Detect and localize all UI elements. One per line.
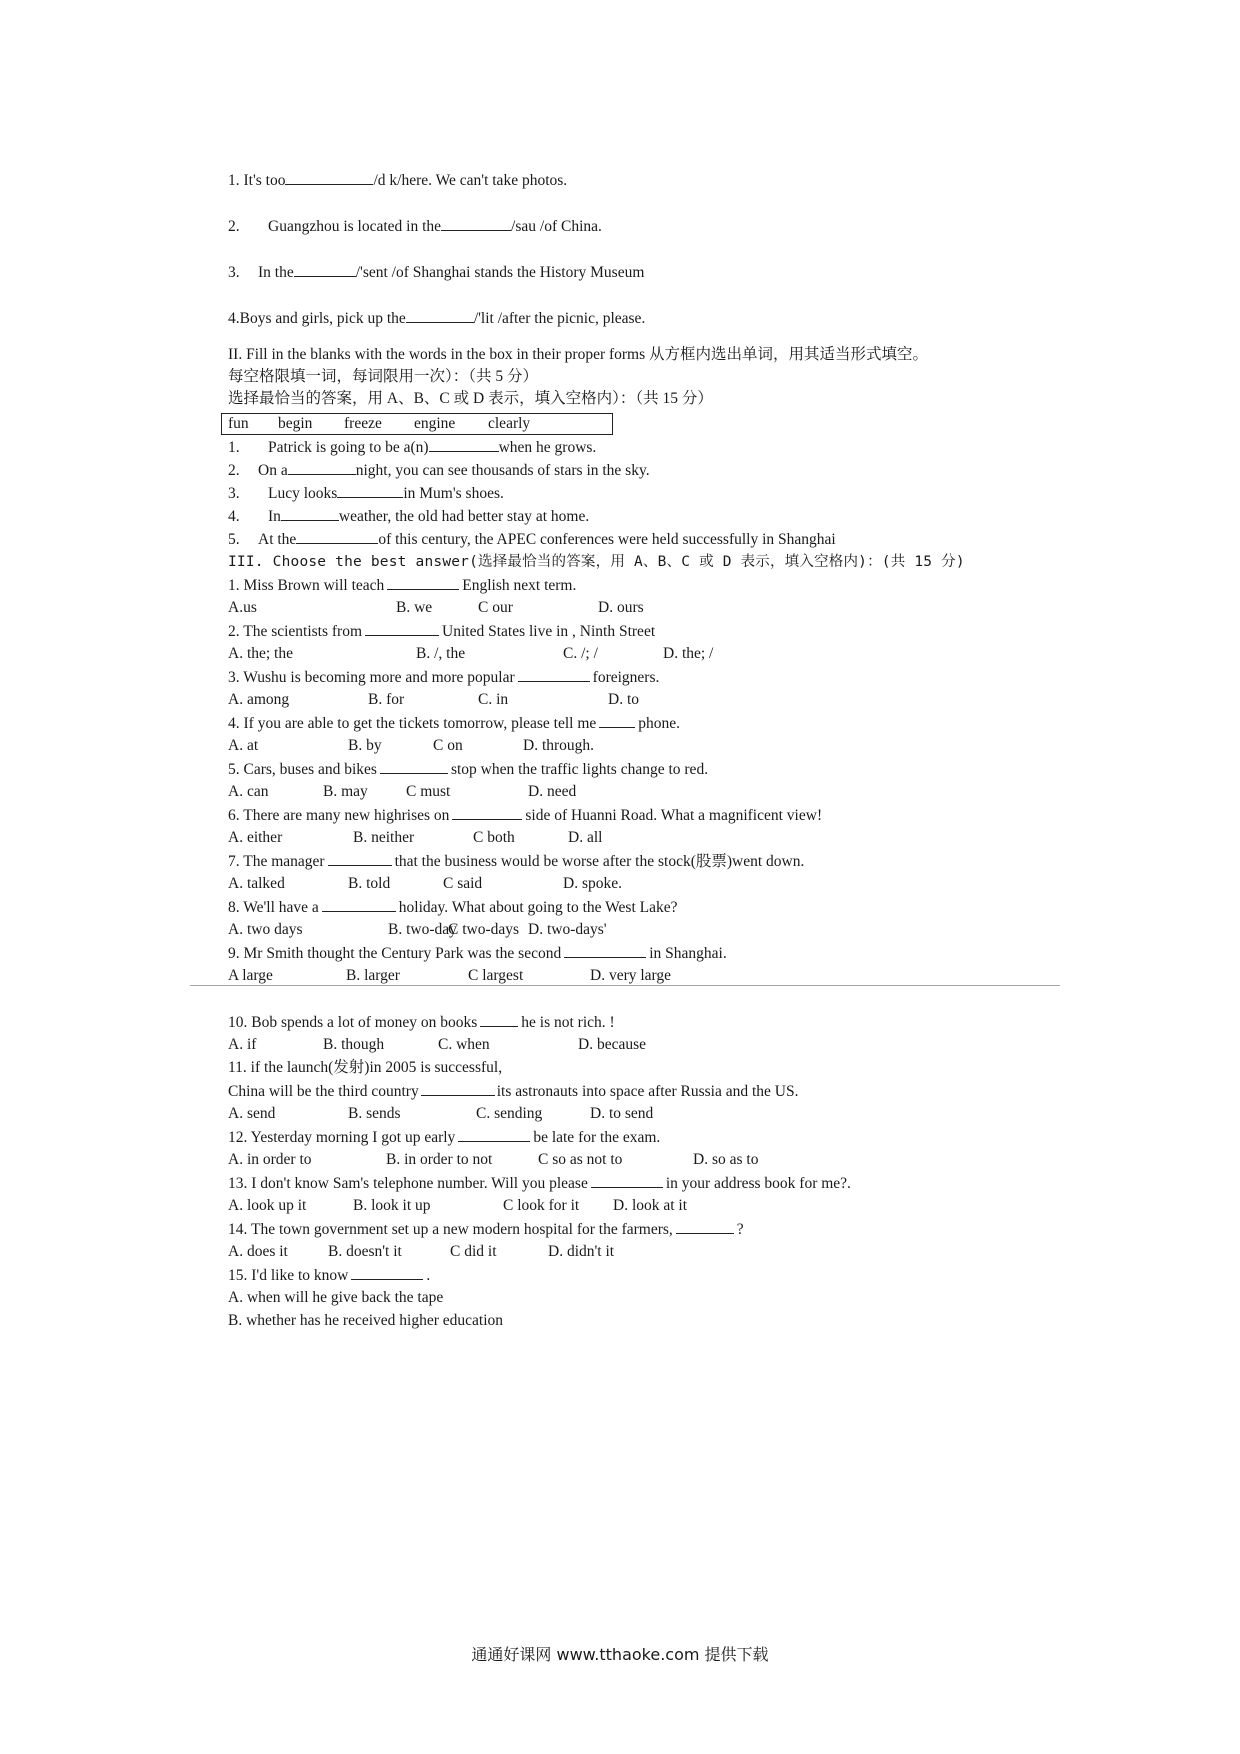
option-A[interactable]: A large <box>228 967 273 984</box>
option-B[interactable]: B. look it up <box>353 1197 431 1214</box>
question-11 <box>228 1058 502 1078</box>
s2-text: On a <box>258 462 288 479</box>
option-B[interactable]: B. by <box>348 737 382 754</box>
answer-blank[interactable] <box>281 506 339 521</box>
option-C[interactable]: C largest <box>468 967 524 984</box>
option-A[interactable]: A. talked <box>228 875 285 892</box>
s1-text: of China. <box>544 218 602 235</box>
s1-text: Boys and girls, pick up the <box>239 310 406 327</box>
question-6 <box>228 805 822 826</box>
option-B[interactable]: B. in order to not <box>386 1151 493 1168</box>
s1-phonetic: /'lit / <box>473 310 503 327</box>
s2-text: of this century, the APEC conferences were held successfully in Shanghai <box>378 531 836 548</box>
s1-text: Guangzhou is located in the <box>268 218 442 235</box>
question-text: in your address book for me?. <box>665 1175 851 1192</box>
s2-text: when he grows. <box>498 439 597 456</box>
question-9 <box>228 943 727 964</box>
answer-blank[interactable] <box>458 1127 530 1142</box>
question-text: China will be the third country <box>228 1083 419 1100</box>
option-A[interactable]: A. among <box>228 691 290 708</box>
option-D[interactable]: D. all <box>568 829 603 846</box>
option-D[interactable]: D. to <box>608 691 639 708</box>
option-A[interactable]: A. send <box>228 1105 276 1122</box>
question-text: foreigners. <box>592 669 660 686</box>
s3-heading: III. Choose the best answer(选择最恰当的答案，用 A、B、C 或 D 表示，填入空格内)：(共 15 分) <box>228 554 965 570</box>
question-text: 10. Bob spends a lot of money on books <box>228 1014 478 1031</box>
s2-subheading-2: 选择最恰当的答案，用 A、B、C 或 D 表示，填入空格内）：（共 15 分） <box>228 390 713 407</box>
question-text: he is not rich. ! <box>521 1014 615 1031</box>
question-text: 8. We'll have a <box>228 899 319 916</box>
option-C[interactable]: C so as not to <box>538 1151 623 1168</box>
option-D[interactable]: D. the; / <box>663 645 714 662</box>
question-text: United States live in , Ninth Street <box>442 623 656 640</box>
option-C[interactable]: C both <box>473 829 515 846</box>
question-text: 1. Miss Brown will teach <box>228 577 385 594</box>
option-B[interactable]: B. doesn't it <box>328 1243 402 1260</box>
s2-text: Lucy looks <box>268 485 338 502</box>
option-A[interactable]: A. the; the <box>228 645 293 662</box>
answer-blank[interactable] <box>285 170 373 185</box>
question-text: English next term. <box>462 577 577 594</box>
option-A[interactable]: A.us <box>228 599 257 616</box>
box-word: begin <box>278 415 313 432</box>
s1-num: 4. <box>228 310 240 327</box>
s1-item-2 <box>228 216 602 237</box>
answer-blank[interactable] <box>564 943 646 958</box>
option-C[interactable]: C must <box>406 783 451 800</box>
option-D[interactable]: D. need <box>528 783 577 800</box>
answer-blank[interactable] <box>429 437 499 452</box>
question-text: holiday. What about going to the West Lake? <box>398 899 678 916</box>
s2-num: 3. <box>228 485 240 502</box>
option-A[interactable]: A. at <box>228 737 259 754</box>
question-5 <box>228 759 708 780</box>
option-B[interactable]: B. /, the <box>416 645 466 662</box>
answer-blank[interactable] <box>351 1265 423 1280</box>
question-text: 3. Wushu is becoming more and more popular <box>228 669 515 686</box>
option-B[interactable]: B. whether has he received higher education <box>228 1312 504 1329</box>
s2-heading: II. Fill in the blanks with the words in the box in their proper forms 从方框内选出单词，用其适当形式填空。 <box>228 346 929 363</box>
box-word: fun <box>228 415 249 432</box>
question-text: be late for the exam. <box>533 1129 661 1146</box>
question-text: . <box>426 1267 431 1284</box>
box-word: clearly <box>488 415 531 432</box>
answer-blank[interactable] <box>480 1012 518 1027</box>
answer-blank[interactable] <box>441 216 511 231</box>
s1-text: after the picnic, please. <box>502 310 646 327</box>
s1-item-4 <box>228 308 645 329</box>
option-D[interactable]: D. very large <box>590 967 672 984</box>
s1-item-1 <box>228 170 567 191</box>
option-C[interactable]: C did it <box>450 1243 497 1260</box>
option-A[interactable]: A. either <box>228 829 283 846</box>
s2-num: 4. <box>228 508 240 525</box>
answer-blank[interactable] <box>421 1081 495 1096</box>
option-B[interactable]: B. may <box>323 783 368 800</box>
option-D[interactable]: D. ours <box>598 599 644 616</box>
option-D[interactable]: D. because <box>578 1036 646 1053</box>
option-A[interactable]: A. can <box>228 783 269 800</box>
answer-blank[interactable] <box>518 667 590 682</box>
option-D[interactable]: D. to send <box>590 1105 654 1122</box>
answer-blank[interactable] <box>322 897 396 912</box>
question-2 <box>228 621 655 642</box>
option-C[interactable]: C look for it <box>503 1197 580 1214</box>
option-C[interactable]: C said <box>443 875 483 892</box>
s1-num: 3. <box>228 264 240 281</box>
option-D[interactable]: D. spoke. <box>563 875 622 892</box>
question-15 <box>228 1265 430 1286</box>
question-text: 13. I don't know Sam's telephone number. Will you please <box>228 1175 588 1192</box>
s2-item-1 <box>228 437 596 458</box>
s2-subheading: 每空格限填一词，每词限用一次）：（共 5 分） <box>228 368 539 385</box>
option-B[interactable]: B. larger <box>346 967 400 984</box>
option-D[interactable]: D. look at it <box>613 1197 688 1214</box>
s1-phonetic: /d k/ <box>373 172 402 189</box>
option-C[interactable]: C on <box>433 737 463 754</box>
answer-blank[interactable] <box>452 805 522 820</box>
s2-text: night, you can see thousands of stars in the sky. <box>355 462 650 479</box>
answer-blank[interactable] <box>296 529 378 544</box>
question-text: stop when the traffic lights change to red. <box>450 761 709 778</box>
s1-phonetic: /'sent / <box>355 264 396 281</box>
s2-text: in Mum's shoes. <box>403 485 504 502</box>
option-C[interactable]: C. /; / <box>563 645 598 662</box>
option-B[interactable]: B. we <box>396 599 433 616</box>
answer-blank[interactable] <box>676 1219 734 1234</box>
s1-text: of Shanghai stands the History Museum <box>395 264 645 281</box>
question-text: 5. Cars, buses and bikes <box>228 761 377 778</box>
option-B[interactable]: B. neither <box>353 829 415 846</box>
question-text: ? <box>736 1221 744 1238</box>
question-text: 4. If you are able to get the tickets tomorrow, please tell me <box>228 715 597 732</box>
s1-text: In the <box>258 264 294 281</box>
option-B[interactable]: B. told <box>348 875 391 892</box>
question-13 <box>228 1173 851 1194</box>
option-D[interactable]: D. didn't it <box>548 1243 615 1260</box>
question-1 <box>228 575 576 596</box>
s1-item-3 <box>228 262 644 283</box>
question-7 <box>228 851 804 872</box>
page-divider <box>190 985 1060 986</box>
answer-blank[interactable] <box>294 262 356 277</box>
option-A[interactable]: A. in order to <box>228 1151 312 1168</box>
answer-blank[interactable] <box>288 460 356 475</box>
s2-text: weather, the old had better stay at home. <box>338 508 590 525</box>
s2-text: In <box>268 508 281 525</box>
s2-item-2 <box>228 460 650 481</box>
question-text: 11. if the launch(发射)in 2005 is successful, <box>228 1059 503 1076</box>
question-14 <box>228 1219 744 1240</box>
s2-num: 5. <box>228 531 240 548</box>
question-text: 2. The scientists from <box>228 623 363 640</box>
question-11-line-2 <box>228 1081 798 1102</box>
s2-item-5 <box>228 529 836 550</box>
option-B[interactable]: B. two-day <box>388 921 457 938</box>
s1-text: here. We can't take photos. <box>401 172 568 189</box>
box-word: engine <box>414 415 456 432</box>
question-text: 6. There are many new highrises on <box>228 807 450 824</box>
option-D[interactable]: D. through. <box>523 737 595 754</box>
question-4 <box>228 713 680 734</box>
option-C[interactable]: C two-days <box>448 921 520 938</box>
option-A[interactable]: A. if <box>228 1036 257 1053</box>
footer: 通通好课网 www.tthaoke.com 提供下载 <box>471 1645 769 1664</box>
question-text: phone. <box>638 715 681 732</box>
option-B[interactable]: B. though <box>323 1036 385 1053</box>
question-3 <box>228 667 659 688</box>
option-C[interactable]: C our <box>478 599 513 616</box>
question-text: in Shanghai. <box>649 945 727 962</box>
option-A[interactable]: A. look up it <box>228 1197 307 1214</box>
option-C[interactable]: C. in <box>478 691 509 708</box>
word-box <box>221 413 613 435</box>
s1-phonetic: /sau / <box>511 218 545 235</box>
question-text: 9. Mr Smith thought the Century Park was the second <box>228 945 562 962</box>
option-C[interactable]: C. sending <box>476 1105 543 1122</box>
option-A[interactable]: A. does it <box>228 1243 288 1260</box>
answer-blank[interactable] <box>406 308 474 323</box>
option-B[interactable]: B. for <box>368 691 405 708</box>
option-A[interactable]: A. when will he give back the tape <box>228 1289 444 1306</box>
s1-text: 1. It's too <box>228 172 286 189</box>
s2-text: Patrick is going to be a(n) <box>268 439 429 456</box>
s2-num: 2. <box>228 462 240 479</box>
question-text: 12. Yesterday morning I got up early <box>228 1129 456 1146</box>
answer-blank[interactable] <box>387 575 459 590</box>
s2-text: At the <box>258 531 297 548</box>
option-D[interactable]: D. two-days' <box>528 921 607 938</box>
s2-num: 1. <box>228 439 240 456</box>
question-text: that the business would be worse after the stock(股票)went down. <box>394 853 805 870</box>
answer-blank[interactable] <box>599 713 635 728</box>
question-text: its astronauts into space after Russia and the US. <box>496 1083 799 1100</box>
answer-blank[interactable] <box>365 621 439 636</box>
question-10 <box>228 1012 615 1033</box>
answer-blank[interactable] <box>591 1173 663 1188</box>
box-word: freeze <box>344 415 382 432</box>
question-text: 14. The town government set up a new modern hospital for the farmers, <box>228 1221 673 1238</box>
option-C[interactable]: C. when <box>438 1036 490 1053</box>
question-text: 15. I'd like to know <box>228 1267 349 1284</box>
option-A[interactable]: A. two days <box>228 921 303 938</box>
question-text: 7. The manager <box>228 853 325 870</box>
question-12 <box>228 1127 660 1148</box>
question-8 <box>228 897 678 918</box>
s2-item-3 <box>228 483 504 504</box>
answer-blank[interactable] <box>328 851 392 866</box>
answer-blank[interactable] <box>337 483 403 498</box>
s1-num: 2. <box>228 218 240 235</box>
option-D[interactable]: D. so as to <box>693 1151 759 1168</box>
answer-blank[interactable] <box>380 759 448 774</box>
s2-item-4 <box>228 506 589 527</box>
question-text: side of Huanni Road. What a magnificent view! <box>525 807 823 824</box>
option-B[interactable]: B. sends <box>348 1105 401 1122</box>
